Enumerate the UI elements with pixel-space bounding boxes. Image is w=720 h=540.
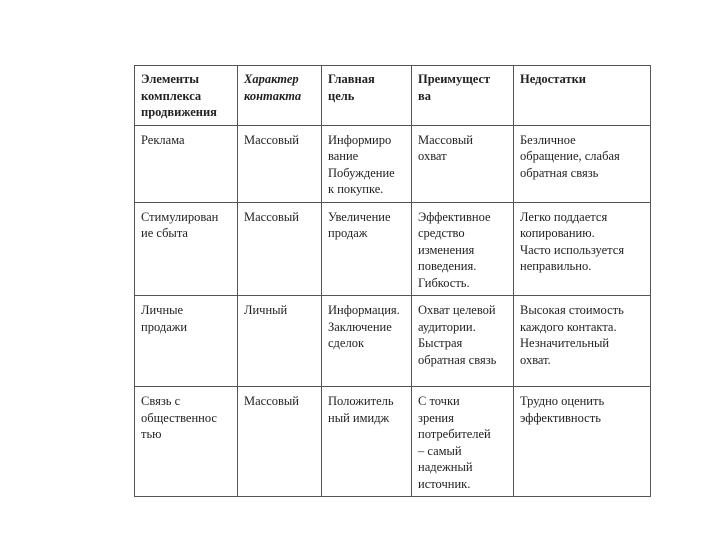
table-cell: Массовый	[238, 202, 322, 296]
table-cell: Высокая стоимость каждого контакта. Незначительный охват.	[514, 296, 651, 387]
table-header-row	[135, 66, 651, 126]
table-row	[135, 125, 651, 202]
table-cell: Связь с общественнос тью	[135, 387, 238, 497]
table-cell: Охват целевой аудитории. Быстрая обратная связь	[412, 296, 514, 387]
header-cell-main-goal: Главная цель	[322, 66, 412, 126]
header-cell-contact-type: Характер контакта	[238, 66, 322, 126]
table-cell: Стимулирован ие сбыта	[135, 202, 238, 296]
table-row	[135, 202, 651, 296]
table-cell: С точки зрения потребителей – самый надежный источник.	[412, 387, 514, 497]
table-cell: Трудно оценить эффективность	[514, 387, 651, 497]
table-cell: Эффективное средство изменения поведения. Гибкость.	[412, 202, 514, 296]
table-row	[135, 296, 651, 387]
table-cell: Личные продажи	[135, 296, 238, 387]
table-cell: Массовый	[238, 387, 322, 497]
table-cell: Увеличение продаж	[322, 202, 412, 296]
table-row	[135, 387, 651, 497]
header-cell-disadvantages: Недостатки	[514, 66, 651, 126]
header-cell-elements: Элементы комплекса продвижения	[135, 66, 238, 126]
table-cell: Информиро вание Побуждение к покупке.	[322, 125, 412, 202]
table-cell: Массовый охват	[412, 125, 514, 202]
table-cell: Реклама	[135, 125, 238, 202]
table-cell: Личный	[238, 296, 322, 387]
header-cell-advantages: Преимущест ва	[412, 66, 514, 126]
table-cell: Безличное обращение, слабая обратная связь	[514, 125, 651, 202]
promotion-mix-table	[134, 65, 651, 497]
table-cell: Легко поддается копированию. Часто используется неправильно.	[514, 202, 651, 296]
table-cell: Положитель ный имидж	[322, 387, 412, 497]
table-cell: Массовый	[238, 125, 322, 202]
table-cell: Информация. Заключение сделок	[322, 296, 412, 387]
